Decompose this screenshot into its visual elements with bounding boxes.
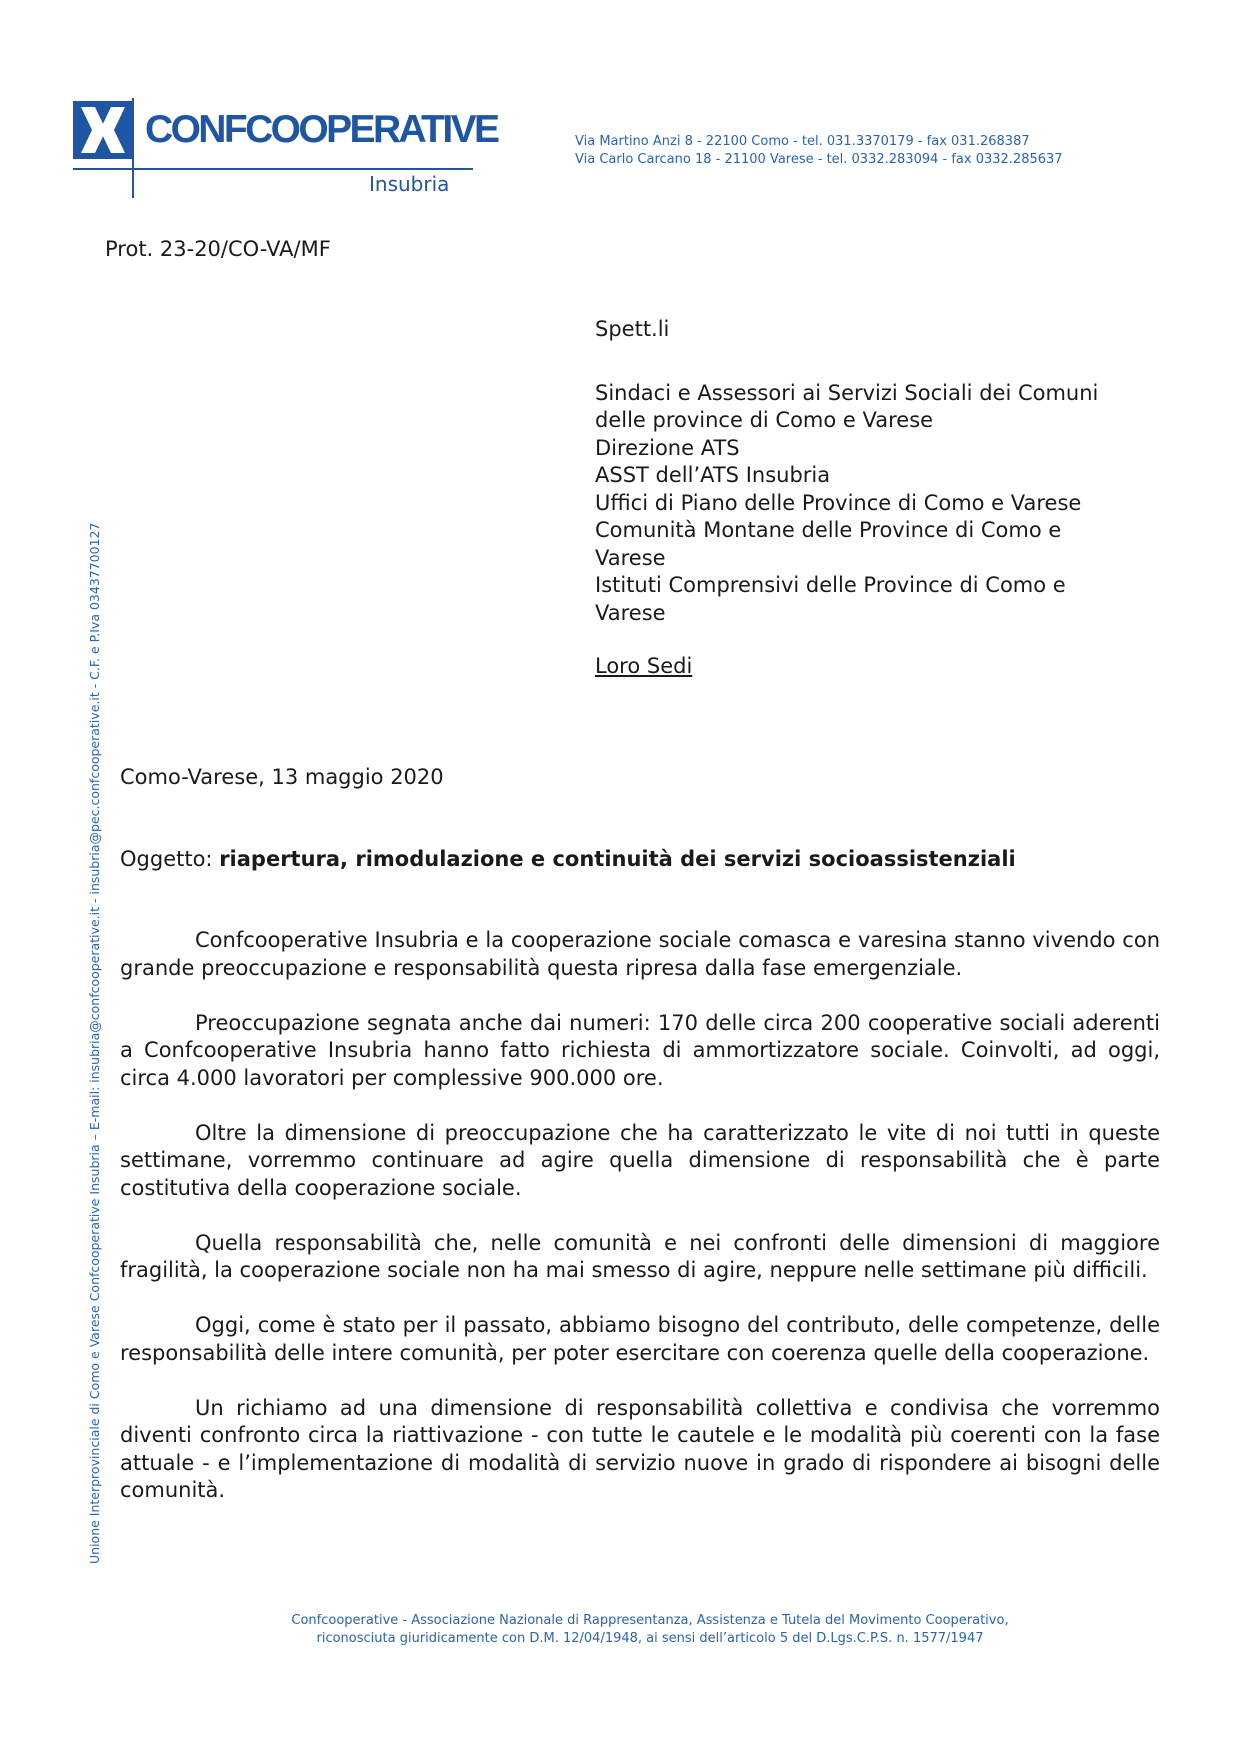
page-footer — [220, 1612, 1080, 1648]
recipient-salutation: Spett.li — [595, 317, 670, 341]
letter-subject — [120, 847, 1016, 871]
subject-label: Oggetto: — [120, 847, 220, 871]
recipient-closing: Loro Sedi — [595, 654, 693, 678]
body-paragraph: Oggi, come è stato per il passato, abbiamo bisogno del contributo, delle competenze, delle responsabilità delle intere comunità, per poter esercitare con coerenza quelle della cooperazione. — [120, 1313, 1160, 1365]
body-paragraph: Un richiamo ad una dimensione di responsabilità collettiva e condivisa che vorremmo diventi confronto circa la riattivazione - con tutte le cautele e le modalità più coerenti con la fase attuale - e l’implementazione di modalità di servizio nuove in grado di rispondere ai bisogni delle comunità. — [120, 1395, 1160, 1502]
recipient-line: Comunità Montane delle Province di Como e — [595, 518, 1062, 542]
recipient-line: Sindaci e Assessori ai Servizi Sociali dei Comuni — [595, 380, 1099, 405]
vertical-side-text: Unione Interprovinciale di Como e Varese Confcooperative Insubria – E-mail: insubria@confcooperative.it - insubria@pec.confcooperative.it - C.F. e P.Iva 03437700127 — [87, 522, 102, 1564]
subject-text: riapertura, rimodulazione e continuità dei servizi socioassistenziali — [219, 847, 1016, 871]
recipient-line: delle province di Como e Varese — [595, 408, 934, 432]
header-address — [575, 133, 1175, 169]
letter-body — [120, 927, 1160, 1532]
logo-wordmark: CONFCOOPERATIVE — [145, 108, 498, 151]
confcooperative-logo — [73, 98, 498, 208]
footer-line: riconosciuta giuridicamente con D.M. 12/04/1948, ai sensi dell’articolo 5 del D.Lgs.C.P.S. n. 1577/1947 — [316, 1631, 984, 1646]
recipient-line: Direzione ATS — [595, 435, 740, 460]
recipient-list — [595, 380, 1098, 628]
protocol-number: Prot. 23-20/CO-VA/MF — [105, 237, 331, 261]
recipient-line: Varese — [595, 545, 666, 570]
body-paragraph: Oltre la dimensione di preoccupazione che ha caratterizzato le vite di noi tutti in queste settimane, vorremmo continuare ad agire quella dimensione di responsabilità che è parte costitutiva della cooperazione sociale. — [120, 1120, 1160, 1200]
body-paragraph: Quella responsabilità che, nelle comunità e nei confronti delle dimensioni di maggiore fragilità, la cooperazione sociale non ha mai smesso di agire, neppure nelle settimane più difficili. — [120, 1230, 1160, 1282]
letter-date: Como-Varese, 13 maggio 2020 — [120, 765, 444, 789]
address-line: Via Carlo Carcano 18 - 21100 Varese - tel. 0332.283094 - fax 0332.285637 — [575, 152, 1063, 167]
recipient-line: Varese — [595, 600, 666, 625]
recipient-line: ASST dell’ATS Insubria — [595, 463, 831, 487]
body-paragraph: Preoccupazione segnata anche dai numeri: 170 delle circa 200 cooperative sociali aderenti a Confcooperative Insubria hanno fatto richiesta di ammortizzatore sociale. Coinvolti, ad oggi, circa 4.000 lavoratori per complessive 900.000 ore. — [120, 1010, 1160, 1090]
logo-subtitle: Insubria — [369, 172, 450, 196]
recipient-line: Uffici di Piano delle Province di Como e Varese — [595, 490, 1082, 515]
address-line: Via Martino Anzi 8 - 22100 Como - tel. 031.3370179 - fax 031.268387 — [575, 134, 1030, 149]
recipients-block — [595, 316, 1098, 681]
footer-line: Confcooperative - Associazione Nazionale di Rappresentanza, Assistenza e Tutela del Movimento Cooperativo, — [291, 1613, 1009, 1628]
recipient-line: Istituti Comprensivi delle Province di Como e — [595, 573, 1066, 597]
body-paragraph: Confcooperative Insubria e la cooperazione sociale comasca e varesina stanno vivendo con grande preoccupazione e responsabilità questa ripresa dalla fase emergenziale. — [120, 928, 1160, 980]
